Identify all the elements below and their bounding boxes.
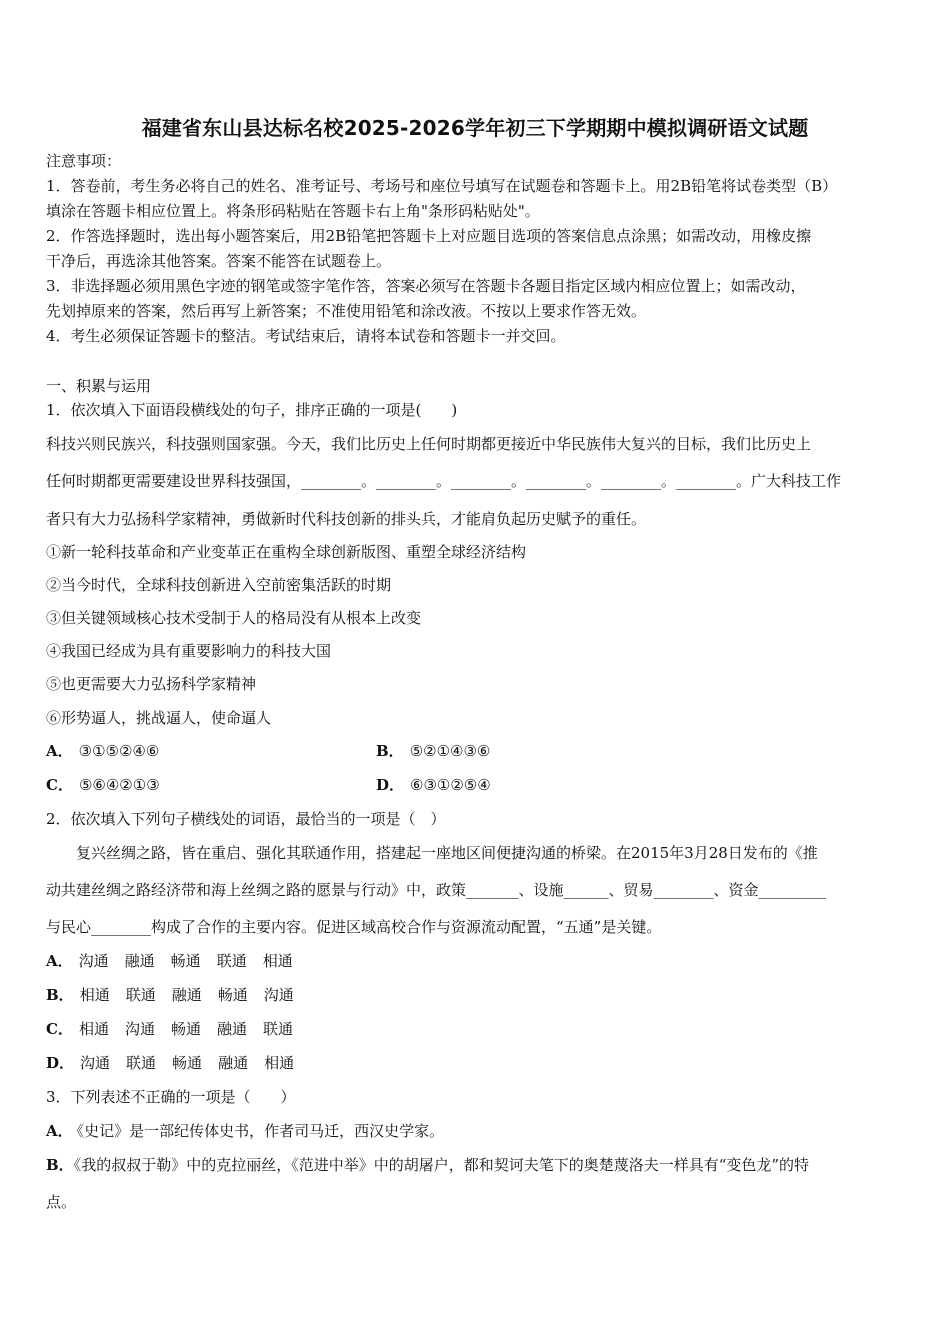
option-word: 沟通 [124,1020,155,1038]
q2-option-c[interactable] [46,1019,309,1039]
option-word: 联通 [125,986,156,1004]
q1-item: ②当今时代，全球科技创新进入空前密集活跃的时期 [46,576,392,594]
option-label: B． [376,742,404,760]
option-word: 畅通 [217,986,248,1004]
option-word: 联通 [126,1054,157,1072]
option-text: ⑤②①④③⑥ [409,742,491,760]
q2-passage-line: 与民心________构成了合作的主要内容。促进区域高校合作与资源流动配置，“五通”是关键。 [46,918,662,936]
option-label: A． [46,1122,73,1140]
option-label: B． [46,986,74,1004]
notice-line: 3．非选择题必须用黑色字迹的钢笔或签字笔作答，答案必须写在答题卡各题目指定区域内相应位置上；如需改动， [46,277,806,295]
q1-option-b[interactable] [376,741,490,761]
q3-option-b[interactable] [46,1155,809,1175]
q2-option-a[interactable] [46,951,309,971]
option-word: 沟通 [78,952,109,970]
q1-passage-line: 任何时期都更需要建设世界科技强国，________。________。________。________。________。________。广大科技工作 [46,472,842,490]
question-1-stem: 1．依次填入下面语段横线处的句子，排序正确的一项是( ) [46,401,458,419]
page-title: 福建省东山县达标名校2025-2026学年初三下学期期中模拟调研语文试题 [141,116,809,140]
q1-option-a[interactable] [46,741,159,761]
option-text: ⑤⑥④②①③ [78,776,160,794]
notice-line: 1．答卷前，考生务必将自己的姓名、准考证号、考场号和座位号填写在试题卷和答题卡上。用2B铅笔将试卷类型（B） [46,177,838,195]
option-word: 联通 [216,952,247,970]
q3-option-a[interactable] [46,1121,444,1141]
q1-item: ①新一轮科技革命和产业变革正在重构全球创新版图、重塑全球经济结构 [46,543,527,561]
question-2-stem: 2．依次填入下列句子横线处的词语，最恰当的一项是（ ） [46,810,446,828]
q3-option-b-continuation: 点。 [46,1193,77,1211]
option-label: A． [46,952,73,970]
option-word: 沟通 [80,1054,111,1072]
q2-passage-line: 动共建丝绸之路经济带和海上丝绸之路的愿景与行动》中，政策_______、设施______、贸易________、资金_________ [46,881,827,899]
q1-option-c[interactable] [46,775,160,795]
q1-item: ④我国已经成为具有重要影响力的科技大国 [46,642,332,660]
option-label: B． [46,1156,74,1174]
option-word: 畅通 [172,1054,203,1072]
option-text: ⑥③①②⑤④ [410,776,491,794]
option-label: C． [46,776,73,794]
option-word: 融通 [217,1020,248,1038]
q1-item: ⑤也更需要大力弘扬科学家精神 [46,675,257,693]
notice-line: 先划掉原来的答案，然后再写上新答案；不准使用铅笔和涂改液。不按以上要求作答无效。 [46,302,647,320]
option-word: 相通 [78,1020,109,1038]
q1-item: ③但关键领域核心技术受制于人的格局没有从根本上改变 [46,609,422,627]
option-word: 融通 [218,1054,249,1072]
q1-option-d[interactable] [376,775,491,795]
option-word: 联通 [263,1020,294,1038]
q1-item: ⑥形势逼人，挑战逼人，使命逼人 [46,709,272,727]
q1-passage-line: 科技兴则民族兴，科技强则国家强。今天，我们比历史上任何时期都更接近中华民族伟大复兴的目标，我们比历史上 [46,435,812,453]
option-word: 畅通 [170,952,201,970]
q2-passage-line: 复兴丝绸之路，皆在重启、强化其联通作用，搭建起一座地区间便捷沟通的桥梁。在2015年3月28日发布的《推 [46,844,818,862]
option-word: 相通 [262,952,293,970]
notice-heading: 注意事项： [46,152,122,170]
question-3-stem: 3．下列表述不正确的一项是（ ） [46,1088,296,1106]
option-word: 融通 [171,986,202,1004]
option-word: 融通 [124,952,155,970]
option-word: 畅通 [170,1020,201,1038]
q2-option-d[interactable] [46,1053,310,1073]
option-text: 《史记》是一部纪传体史书，作者司马迁，西汉史学家。 [76,1122,445,1140]
notice-line: 4．考生必须保证答题卡的整洁。考试结束后，请将本试卷和答题卡一并交回。 [46,327,566,345]
option-word: 相通 [79,986,110,1004]
option-word: 相通 [264,1054,295,1072]
option-text: ③①⑤②④⑥ [78,742,160,760]
notice-line: 2．作答选择题时，选出每小题答案后，用2B铅笔把答题卡上对应题目选项的答案信息点涂黑；如需改动，用橡皮擦 [46,227,812,245]
q1-passage-line: 者只有大力弘扬科学家精神，勇做新时代科技创新的排头兵，才能肩负起历史赋予的重任。 [46,510,647,528]
section-heading: 一、积累与运用 [46,377,152,395]
option-label: A． [46,742,73,760]
option-label: D． [46,1054,75,1072]
notice-line: 填涂在答题卡相应位置上。将条形码粘贴在答题卡右上角"条形码粘贴处"。 [46,202,540,220]
option-label: D． [376,776,405,794]
option-text: 《我的叔叔于勒》中的克拉丽丝，《范进中举》中的胡屠户，都和契诃夫笔下的奥楚蔑洛夫一样具有“变色龙”的特 [73,1156,810,1174]
notice-line: 干净后，再选涂其他答案。答案不能答在试题卷上。 [46,252,392,270]
option-label: C． [46,1020,73,1038]
option-word: 沟通 [263,986,294,1004]
q2-option-b[interactable] [46,985,310,1005]
